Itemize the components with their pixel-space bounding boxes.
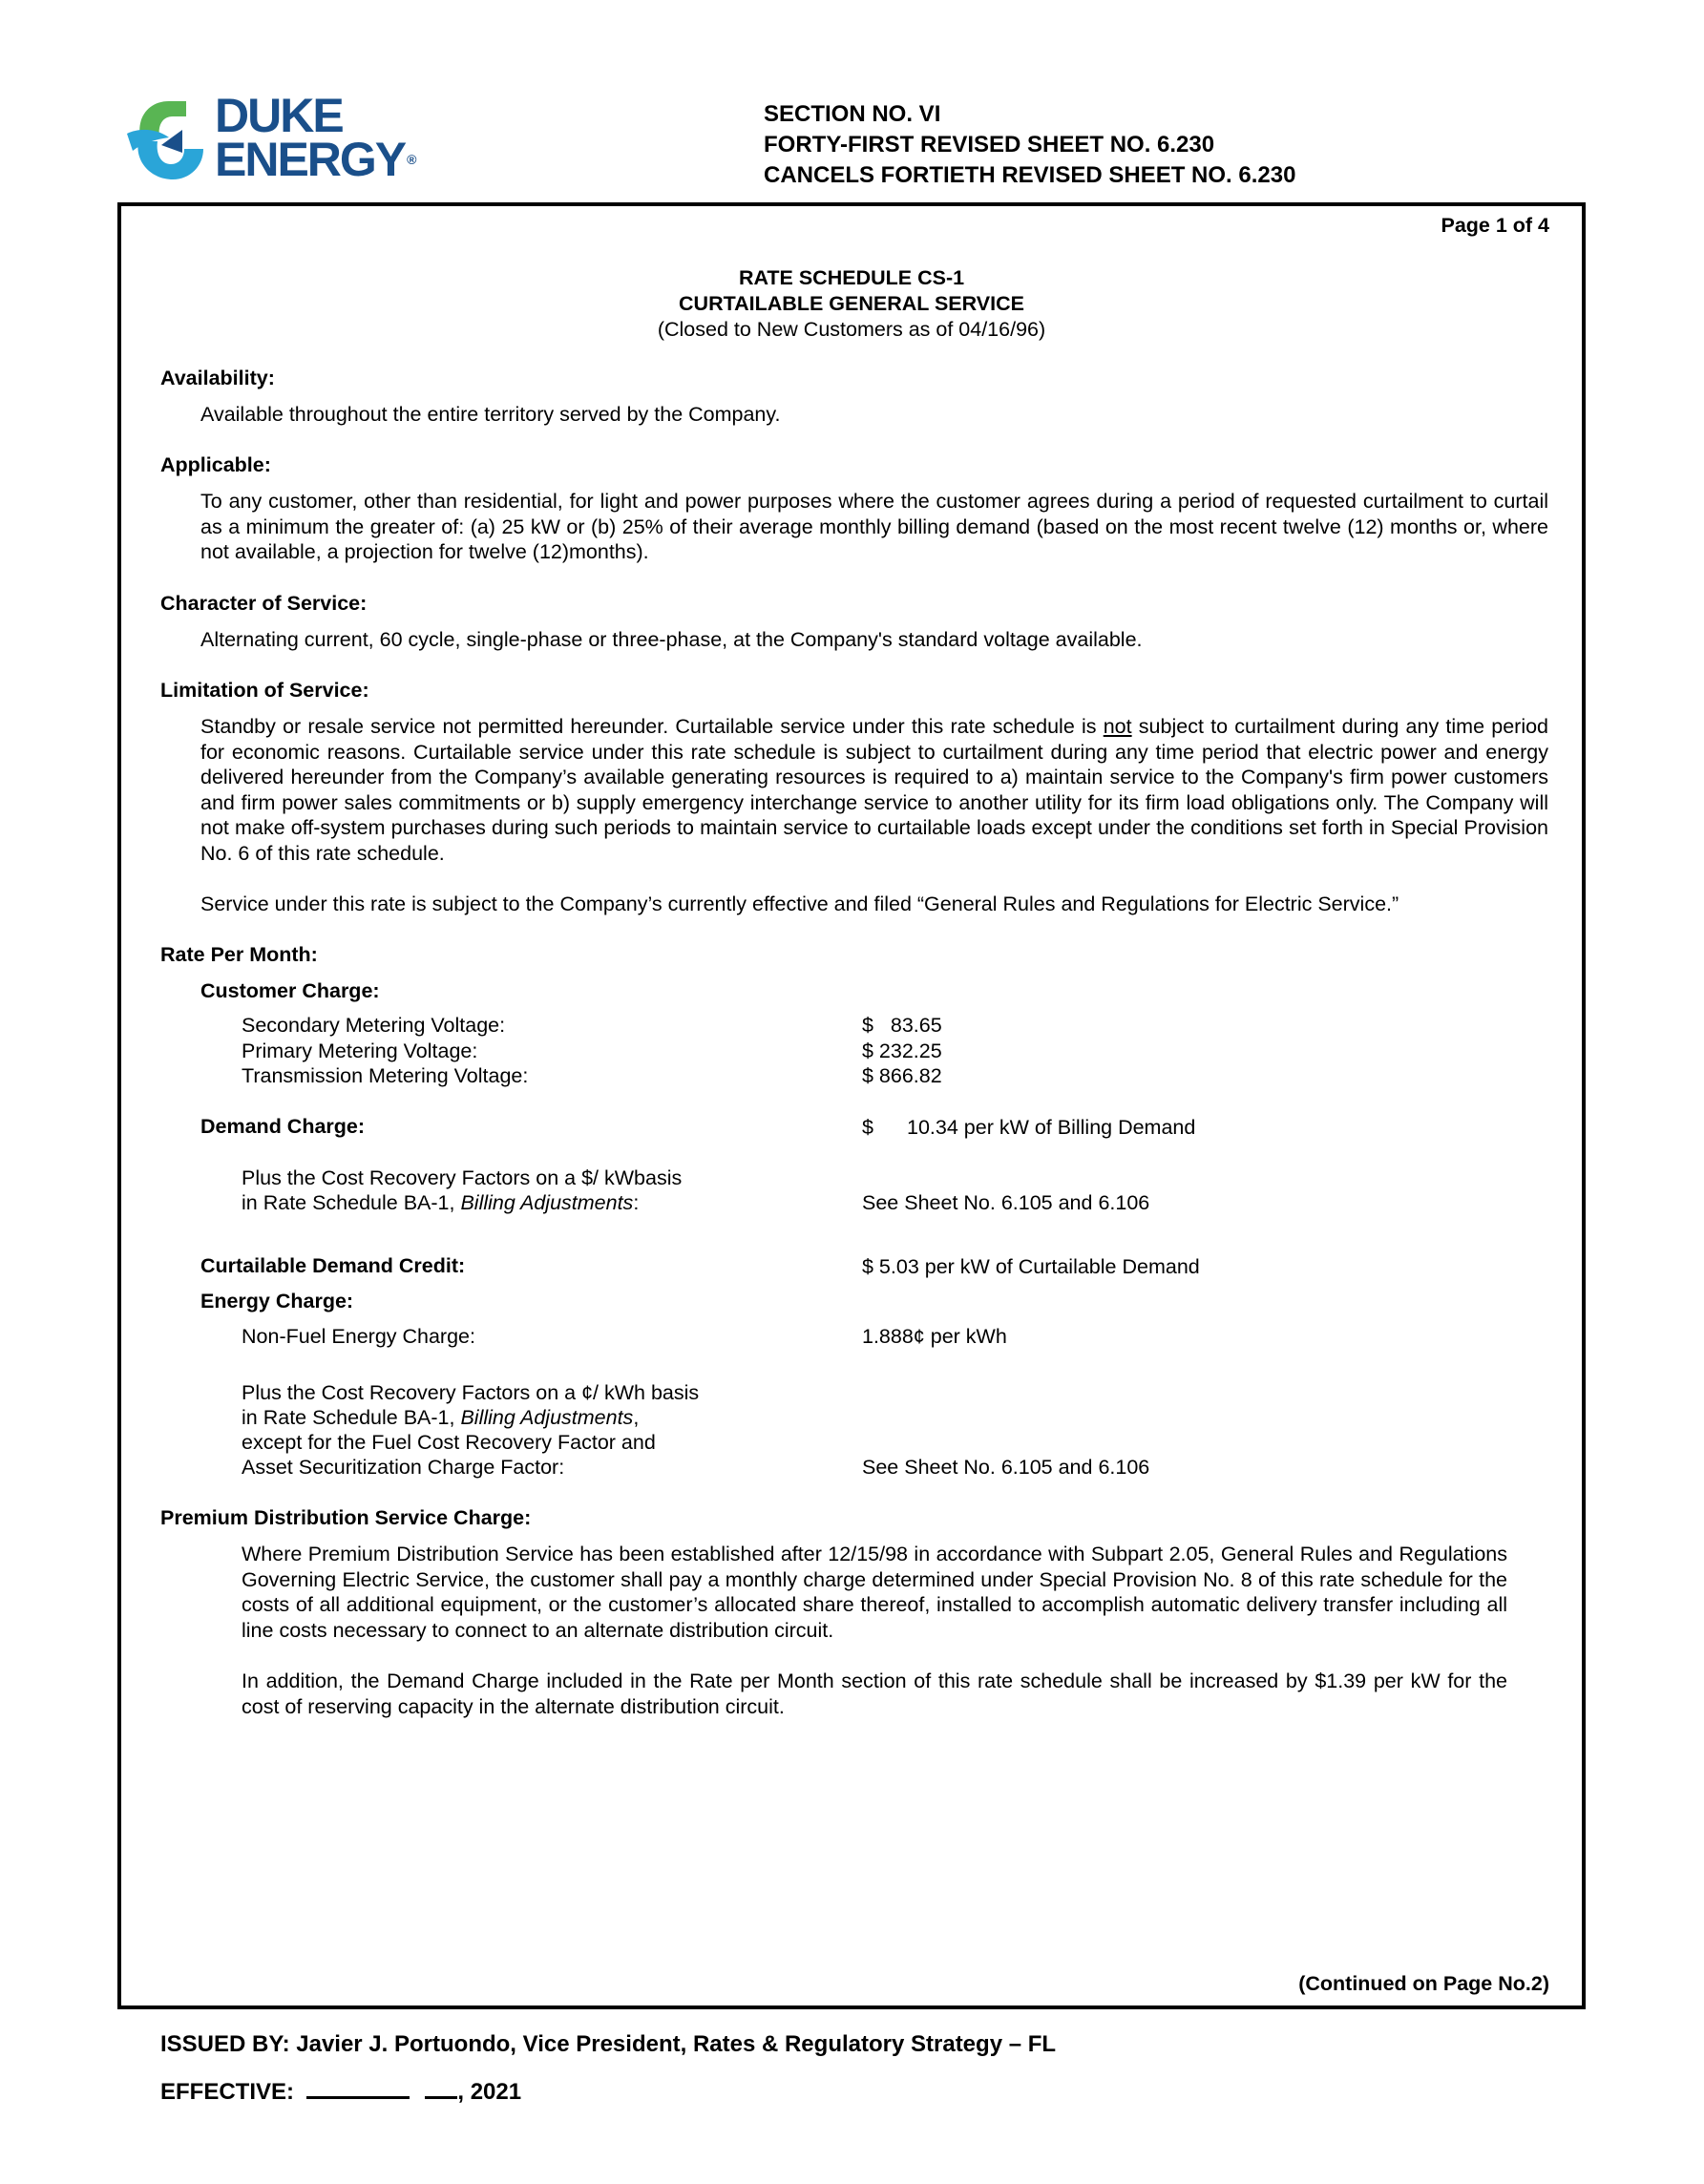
character-text: Alternating current, 60 cycle, single-phase or three-phase, at the Company's standard voltage available. xyxy=(200,628,1143,651)
demand-plus-line-2a: in Rate Schedule BA-1, xyxy=(242,1191,461,1214)
demand-plus-line-2 xyxy=(242,1190,639,1216)
applicable-text: To any customer, other than residential, for light and power purposes where the customer agrees during a period of requested curtailment to curtail as a minimum the greater of: (a) 25 kW or (b) 25% of their average monthly billing demand (based on the most recent twelve (12) months or, where not available, a projection for twelve (12)months). xyxy=(200,490,1548,563)
secondary-metering-value: $ 83.65 xyxy=(862,1014,942,1037)
limitation-not-emphasis: not xyxy=(1103,715,1132,738)
effective-month-blank xyxy=(306,2077,410,2099)
applicable-heading: Applicable: xyxy=(160,453,271,476)
sheet-info xyxy=(764,99,1295,191)
energy-plus-line-2 xyxy=(242,1405,639,1431)
customer-charge-heading: Customer Charge: xyxy=(200,979,380,1002)
limitation-text xyxy=(200,714,1548,866)
logo-line-2-text: ENERGY xyxy=(215,133,406,186)
demand-charge-value: 10.34 per kW of Billing Demand xyxy=(907,1116,1196,1139)
effective-label: EFFECTIVE: xyxy=(160,2079,295,2105)
energy-plus-billing-adjustments: Billing Adjustments xyxy=(460,1406,634,1429)
energy-plus-line-2a: in Rate Schedule BA-1, xyxy=(242,1406,461,1429)
continued-note: (Continued on Page No.2) xyxy=(1298,1972,1549,1995)
issued-by: ISSUED BY: Javier J. Portuondo, Vice President, Rates & Regulatory Strategy – FL xyxy=(160,2031,1057,2057)
cancels-sheet: CANCELS FORTIETH REVISED SHEET NO. 6.230 xyxy=(764,162,1296,188)
demand-charge-dollar: $ xyxy=(862,1116,873,1139)
logo-line-2 xyxy=(215,133,417,186)
nonfuel-value: 1.888¢ per kWh xyxy=(862,1325,1007,1348)
character-heading: Character of Service: xyxy=(160,592,368,615)
primary-metering-label: Primary Metering Voltage: xyxy=(242,1040,478,1062)
title-line-2: CURTAILABLE GENERAL SERVICE xyxy=(679,292,1024,315)
energy-charge-heading: Energy Charge: xyxy=(200,1290,354,1312)
logo-line-1: DUKE xyxy=(215,89,343,142)
demand-plus-value: See Sheet No. 6.105 and 6.106 xyxy=(862,1191,1150,1214)
nonfuel-label: Non-Fuel Energy Charge: xyxy=(242,1325,475,1348)
availability-heading: Availability: xyxy=(160,367,275,389)
premium-text-1: Where Premium Distribution Service has been established after 12/15/98 in accordance with Subpart 2.05, General Rules and Regulations Governing Electric Service, the customer shall pay a monthly charge determined under Special Provision No. 8 of this rate schedule for the costs of all additional equipment, or the customer’s allocated share thereof, installed to accomplish automatic delivery transfer including all line costs necessary to connect to an alternate distribution circuit. xyxy=(242,1543,1507,1642)
demand-plus-billing-adjustments: Billing Adjustments xyxy=(460,1191,634,1214)
curtailable-credit-heading: Curtailable Demand Credit: xyxy=(200,1254,466,1277)
title-line-1: RATE SCHEDULE CS-1 xyxy=(738,266,965,289)
limitation-text-a: Standby or resale service not permitted hereunder. Curtailable service under this rate schedule is xyxy=(200,715,1104,738)
energy-plus-line-4: Asset Securitization Charge Factor: xyxy=(242,1456,565,1479)
page-number: Page 1 of 4 xyxy=(1441,214,1549,237)
primary-metering-value: $ 232.25 xyxy=(862,1040,942,1062)
demand-charge-heading: Demand Charge: xyxy=(200,1115,366,1138)
transmission-metering-value: $ 866.82 xyxy=(862,1064,942,1087)
demand-plus-line-1: Plus the Cost Recovery Factors on a $/ kWbasis xyxy=(242,1166,683,1189)
energy-plus-line-2c: , xyxy=(633,1406,640,1429)
revised-sheet: FORTY-FIRST REVISED SHEET NO. 6.230 xyxy=(764,132,1215,158)
duke-energy-logo xyxy=(215,89,417,186)
title-line-3: (Closed to New Customers as of 04/16/96) xyxy=(657,318,1046,341)
energy-plus-value: See Sheet No. 6.105 and 6.106 xyxy=(862,1456,1150,1479)
energy-plus-line-1: Plus the Cost Recovery Factors on a ¢/ kWh basis xyxy=(242,1381,700,1404)
energy-plus-line-3: except for the Fuel Cost Recovery Factor and xyxy=(242,1431,656,1454)
limitation-heading: Limitation of Service: xyxy=(160,679,369,702)
premium-text-2: In addition, the Demand Charge included in the Rate per Month section of this rate schedule shall be increased by $1.39 per kW for the cost of reserving capacity in the alternate distribution circuit. xyxy=(242,1670,1507,1718)
limitation-text-2: Service under this rate is subject to the Company’s currently effective and filed “General Rules and Regulations for Electric Service.” xyxy=(200,892,1399,915)
rate-heading: Rate Per Month: xyxy=(160,943,318,966)
effective-date xyxy=(160,2077,521,2106)
rate-schedule-title xyxy=(117,265,1586,343)
section-number: SECTION NO. VI xyxy=(764,101,941,127)
main-content-box xyxy=(117,202,1586,2009)
registered-mark: ® xyxy=(407,152,417,167)
availability-text: Available throughout the entire territory served by the Company. xyxy=(200,403,781,426)
duke-energy-logo-icon xyxy=(127,95,213,187)
curtailable-credit-value: $ 5.03 per kW of Curtailable Demand xyxy=(862,1255,1200,1278)
limitation-text-b: subject to curtailment during any time period for economic reasons. Curtailable service under this rate schedule is subject to curtailment during any time period that electric power and energy delivered hereunder from the Company’s available generating resources is required to a) maintain service to the Company's firm power customers and firm power sales commitments or b) supply emergency interchange service to another utility for its firm load obligations only. The Company will not make off-system purchases during such periods to maintain service to curtailable loads except under the conditions set forth in Special Provision No. 6 of this rate schedule. xyxy=(200,715,1549,865)
effective-day-blank xyxy=(425,2077,457,2099)
secondary-metering-label: Secondary Metering Voltage: xyxy=(242,1014,506,1037)
demand-plus-line-2c: : xyxy=(633,1191,640,1214)
transmission-metering-label: Transmission Metering Voltage: xyxy=(242,1064,529,1087)
effective-year: , 2021 xyxy=(457,2079,522,2105)
premium-heading: Premium Distribution Service Charge: xyxy=(160,1506,532,1529)
